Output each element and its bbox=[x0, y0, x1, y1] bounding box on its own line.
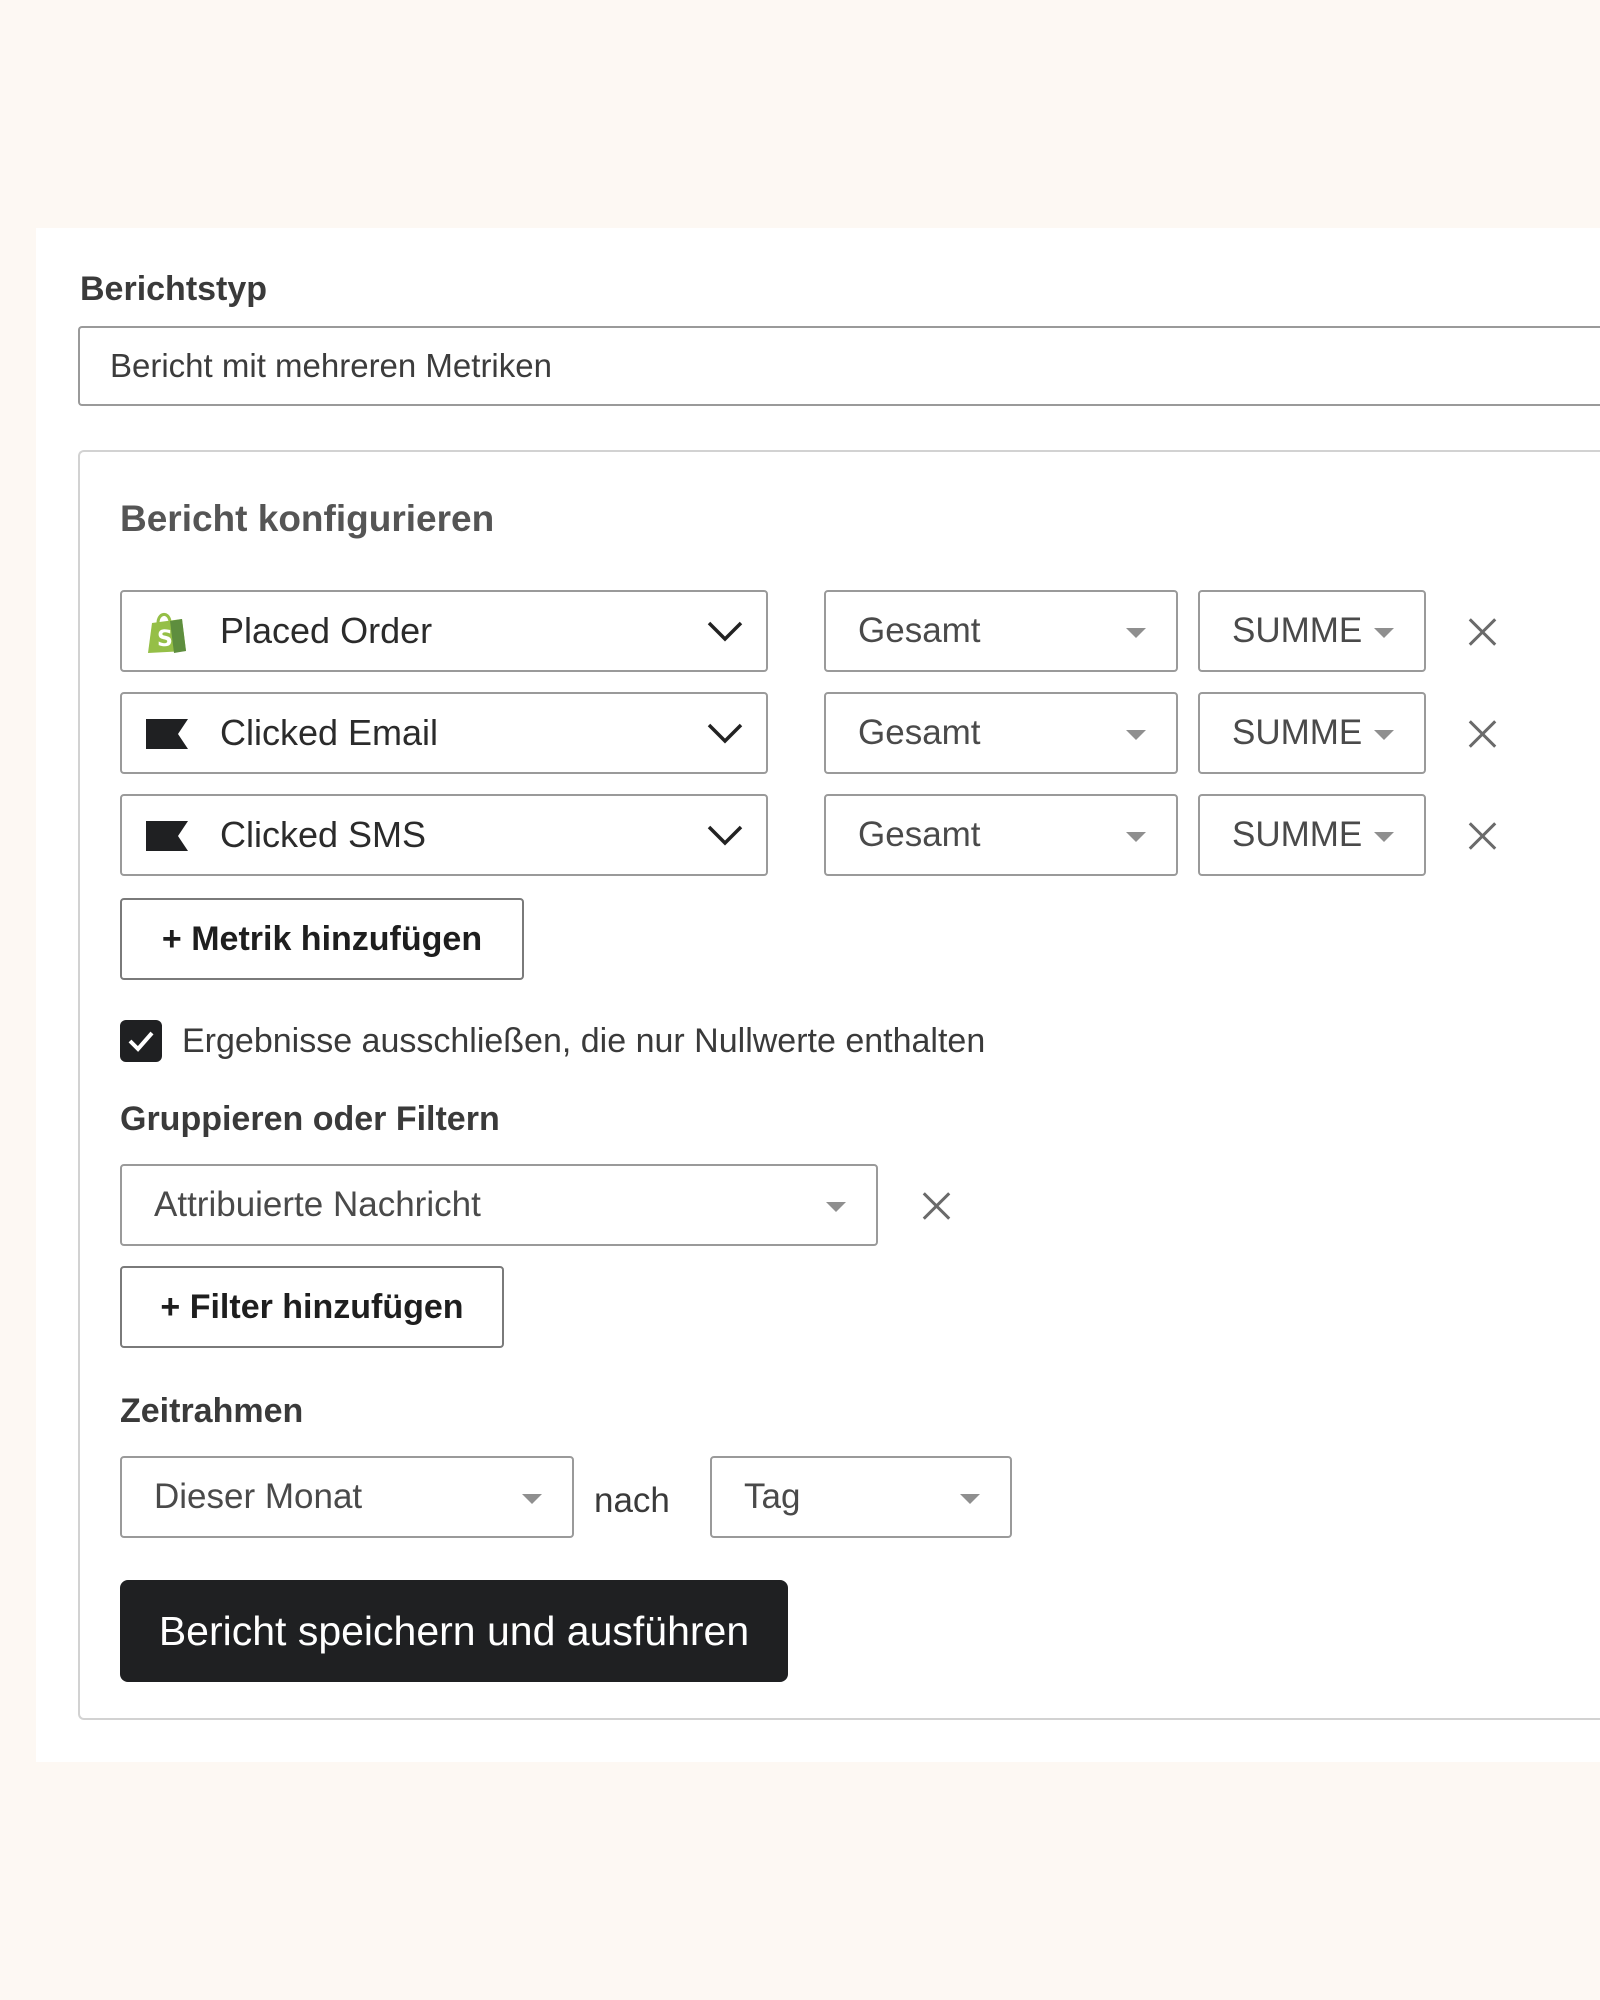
chevron-down-icon bbox=[706, 616, 744, 646]
configure-report-title: Bericht konfigurieren bbox=[120, 498, 495, 539]
report-type-select[interactable]: Bericht mit mehreren Metriken bbox=[78, 326, 1600, 406]
function-select[interactable] bbox=[1198, 794, 1426, 876]
metric-select-placed-order[interactable] bbox=[120, 590, 768, 672]
caret-down-icon bbox=[826, 1202, 846, 1212]
metric-select-clicked-email[interactable] bbox=[120, 692, 768, 774]
timeframe-connector: nach bbox=[594, 1481, 670, 1520]
chevron-down-icon bbox=[706, 820, 744, 850]
aggregation-value: Gesamt bbox=[858, 815, 981, 854]
checkmark-icon bbox=[127, 1029, 155, 1053]
flag-icon bbox=[144, 713, 190, 755]
function-select[interactable] bbox=[1198, 590, 1426, 672]
metric-label: Clicked SMS bbox=[220, 814, 427, 855]
report-card bbox=[36, 228, 1600, 1762]
chevron-down-icon bbox=[706, 718, 744, 748]
aggregation-select[interactable] bbox=[824, 692, 1178, 774]
function-select[interactable] bbox=[1198, 692, 1426, 774]
caret-down-icon bbox=[960, 1494, 980, 1504]
configure-report-panel bbox=[78, 450, 1600, 1720]
aggregation-value: Gesamt bbox=[858, 713, 981, 752]
timeframe-label: Zeitrahmen bbox=[120, 1392, 304, 1430]
aggregation-select[interactable] bbox=[824, 590, 1178, 672]
remove-metric-close-icon[interactable] bbox=[1466, 718, 1498, 750]
exclude-zero-checkbox[interactable] bbox=[120, 1020, 162, 1062]
shopify-bag-icon bbox=[144, 611, 190, 653]
flag-icon bbox=[144, 815, 190, 857]
metric-select-clicked-sms[interactable] bbox=[120, 794, 768, 876]
timeframe-granularity-select[interactable] bbox=[710, 1456, 1012, 1538]
aggregation-value: Gesamt bbox=[858, 611, 981, 650]
remove-metric-close-icon[interactable] bbox=[1466, 616, 1498, 648]
timeframe-range-value: Dieser Monat bbox=[154, 1477, 363, 1516]
metric-label: Placed Order bbox=[220, 610, 433, 651]
save-and-run-report-button[interactable]: Bericht speichern und ausführen bbox=[120, 1580, 788, 1682]
caret-down-icon bbox=[1126, 628, 1146, 638]
timeframe-range-select[interactable] bbox=[120, 1456, 574, 1538]
remove-filter-close-icon[interactable] bbox=[920, 1190, 952, 1222]
svg-text:S: S bbox=[157, 627, 173, 652]
exclude-zero-label: Ergebnisse ausschließen, die nur Nullwerte enthalten bbox=[182, 1022, 986, 1060]
caret-down-icon bbox=[1126, 832, 1146, 842]
add-filter-button[interactable]: + Filter hinzufügen bbox=[120, 1266, 504, 1348]
remove-metric-close-icon[interactable] bbox=[1466, 820, 1498, 852]
caret-down-icon bbox=[1126, 730, 1146, 740]
function-value: SUMME bbox=[1232, 815, 1363, 854]
caret-down-icon bbox=[1374, 832, 1394, 842]
caret-down-icon bbox=[522, 1494, 542, 1504]
report-type-label: Berichtstyp bbox=[80, 270, 268, 308]
metric-label: Clicked Email bbox=[220, 712, 439, 753]
group-filter-value: Attribuierte Nachricht bbox=[154, 1185, 481, 1224]
function-value: SUMME bbox=[1232, 713, 1363, 752]
add-metric-button[interactable]: + Metrik hinzufügen bbox=[120, 898, 524, 980]
caret-down-icon bbox=[1374, 628, 1394, 638]
aggregation-select[interactable] bbox=[824, 794, 1178, 876]
group-filter-label: Gruppieren oder Filtern bbox=[120, 1100, 500, 1138]
function-value: SUMME bbox=[1232, 611, 1363, 650]
group-filter-select[interactable] bbox=[120, 1164, 878, 1246]
timeframe-granularity-value: Tag bbox=[744, 1477, 801, 1516]
caret-down-icon bbox=[1374, 730, 1394, 740]
